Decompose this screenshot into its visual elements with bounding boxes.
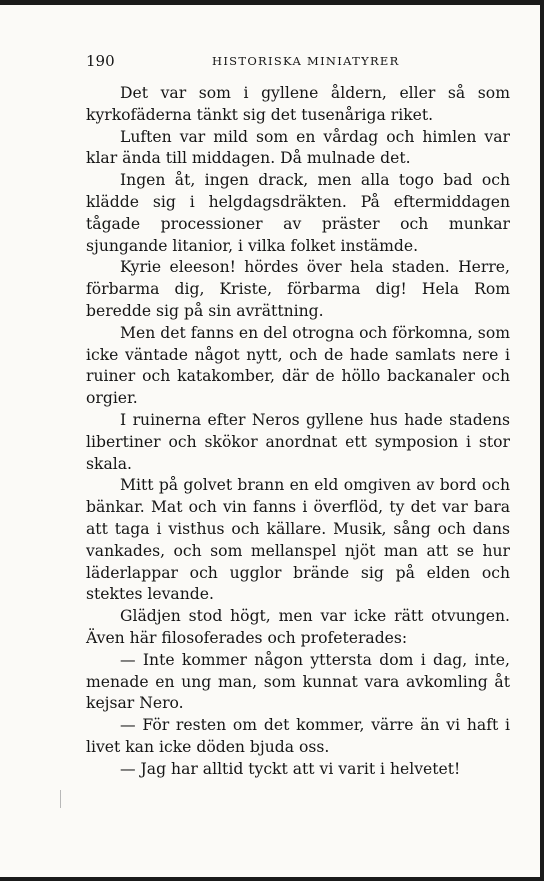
top-border xyxy=(0,0,544,5)
running-title: HISTORISKA MINIATYRER xyxy=(212,54,400,68)
page-number: 190 xyxy=(86,52,115,70)
paragraph: Ingen åt, ingen drack, men alla togo bad och klädde sig i helgdagsdräkten. På eftermiddagen tågade processioner av präster och munkar sjungande litanior, i vilka folket instämde. xyxy=(86,171,510,255)
paragraph: — För resten om det kommer, värre än vi haft i livet kan icke döden bjuda oss. xyxy=(86,716,510,756)
paragraph: I ruinerna efter Neros gyllene hus hade stadens libertiner och skökor anordnat ett symposion i stor skala. xyxy=(86,410,510,473)
page-header xyxy=(86,52,512,74)
paragraph: Luften var mild som en vårdag och himlen var klar ända till middagen. Då mulnade det. xyxy=(86,127,510,168)
bottom-border xyxy=(0,877,544,881)
paragraph: Mitt på golvet brann en eld omgiven av bord och bänkar. Mat och vin fanns i överflöd, ty det var bara att taga i visthus och källare. Musik, sång och dans vankades, och som mellanspel njöt man att se hur läderlappar och ugglor brände sig på elden och stektes levande. xyxy=(86,476,510,604)
paragraph: Glädjen stod högt, men var icke rätt otvungen. Även här filosoferades och profeterades: xyxy=(86,607,510,647)
paragraph: Kyrie eleeson! hördes över hela staden. Herre, förbarma dig, Kriste, förbarma dig! Hela Rom beredde sig på sin avrättning. xyxy=(86,258,510,320)
paragraph: Det var som i gyllene åldern, eller så som kyrkofäderna tänkt sig det tusenåriga riket. xyxy=(86,84,510,124)
text-body xyxy=(86,83,510,781)
paragraph: — Jag har alltid tyckt att vi varit i helvetet! xyxy=(120,759,461,778)
margin-mark xyxy=(60,790,61,808)
paragraph: — Inte kommer någon yttersta dom i dag, inte, menade en ung man, som kunnat vara avkomling åt kejsar Nero. xyxy=(86,650,510,713)
right-border xyxy=(540,0,544,881)
paragraph: Men det fanns en del otrogna och förkomna, som icke väntade något nytt, och de hade samlats nere i ruiner och katakomber, där de höllo backanaler och orgier. xyxy=(86,323,510,408)
